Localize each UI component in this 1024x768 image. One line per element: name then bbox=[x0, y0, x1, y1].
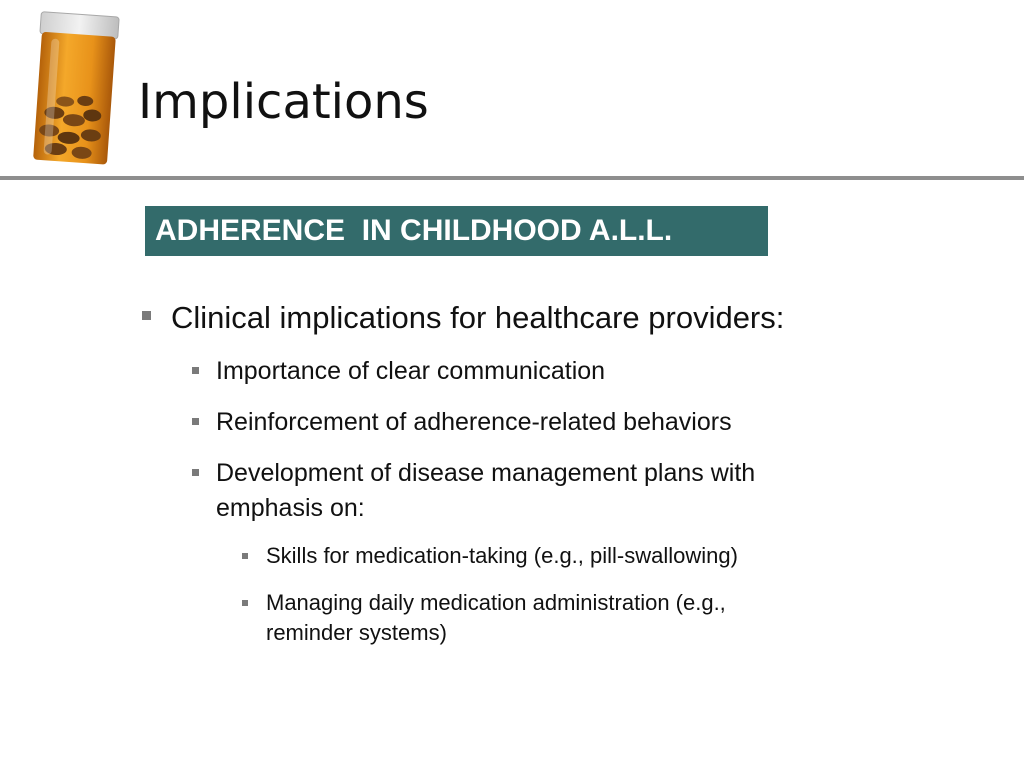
bullet-text-continuation: emphasis on: bbox=[216, 494, 365, 522]
square-bullet-icon bbox=[142, 311, 151, 320]
pill-bottle-icon bbox=[22, 10, 122, 170]
bullet-text-continuation: reminder systems) bbox=[266, 620, 447, 645]
bullet-text: Importance of clear communication bbox=[216, 357, 606, 385]
bullet-level3 bbox=[242, 541, 882, 571]
square-bullet-icon bbox=[242, 600, 248, 606]
bullet-text: Reinforcement of adherence-related behaviors bbox=[216, 408, 732, 436]
bullet-level2 bbox=[192, 354, 892, 388]
bullet-text: Development of disease management plans with bbox=[216, 459, 756, 487]
bullet-text: Skills for medication-taking (e.g., pill-swallowing) bbox=[266, 543, 738, 568]
section-banner: ADHERENCE IN CHILDHOOD A.L.L. bbox=[145, 206, 768, 256]
bullet-level1 bbox=[142, 300, 862, 340]
square-bullet-icon bbox=[192, 469, 199, 476]
bullet-text: Clinical implications for healthcare providers: bbox=[171, 300, 785, 335]
square-bullet-icon bbox=[192, 367, 199, 374]
bullet-text: Managing daily medication administration (e.g., bbox=[266, 590, 726, 615]
square-bullet-icon bbox=[192, 418, 199, 425]
square-bullet-icon bbox=[242, 553, 248, 559]
slide-title: Implications bbox=[138, 74, 429, 130]
bullet-level3 bbox=[242, 588, 882, 650]
bullet-level2 bbox=[192, 456, 892, 526]
bullet-level2 bbox=[192, 405, 892, 439]
title-divider bbox=[0, 176, 1024, 180]
